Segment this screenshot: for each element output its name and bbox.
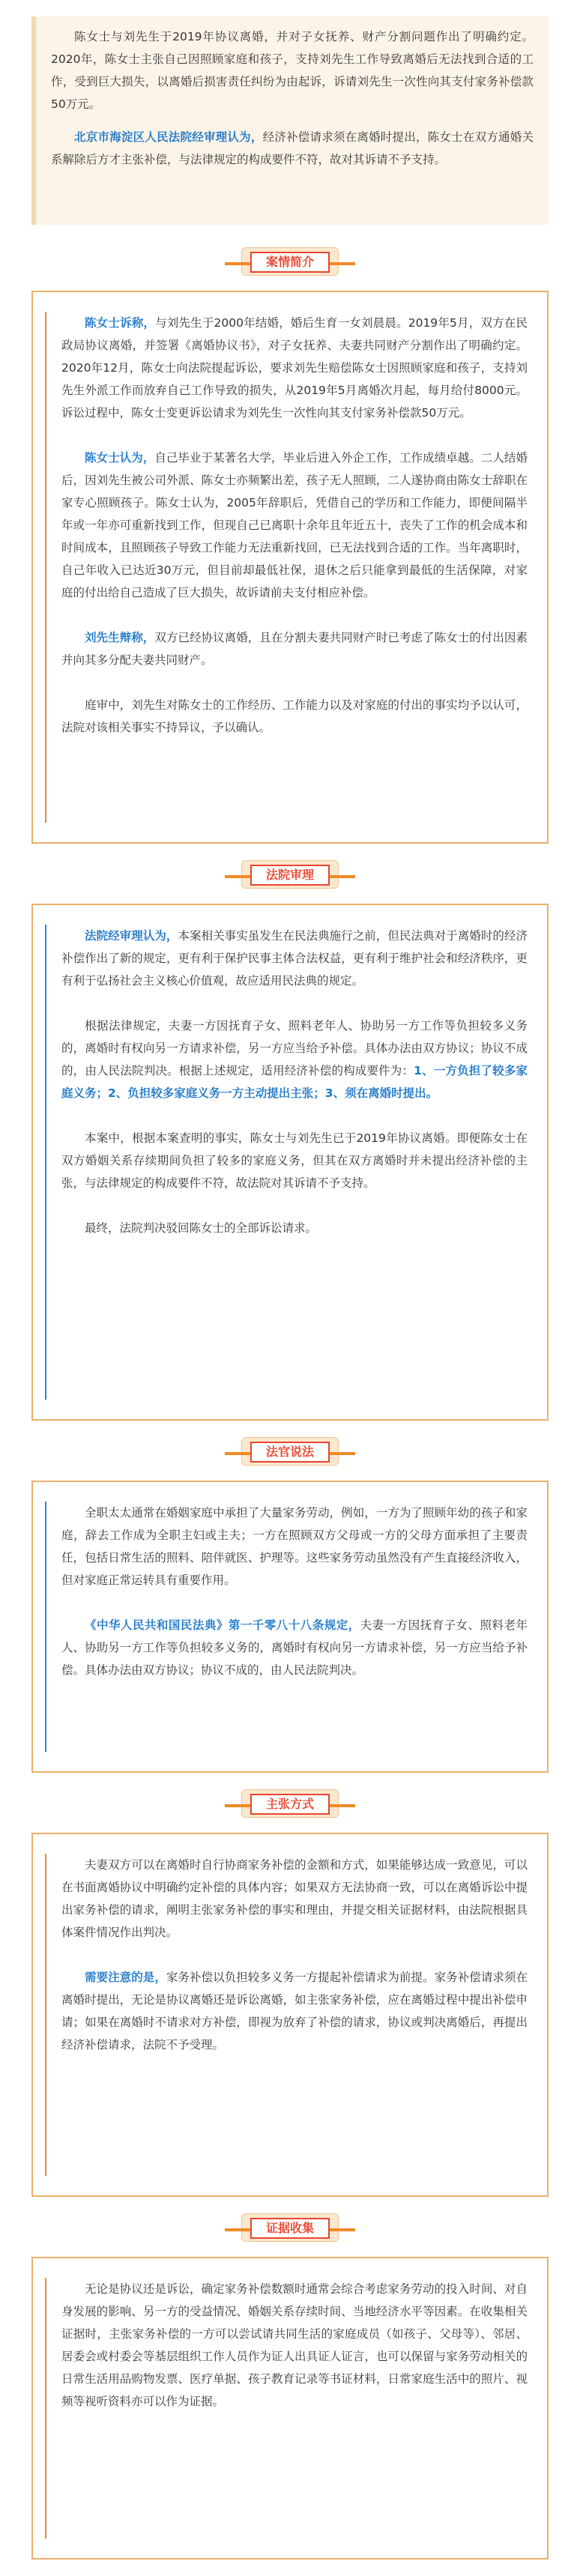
section-header-law bbox=[225, 1437, 355, 1469]
summary-ruling bbox=[51, 126, 534, 171]
evidence-section bbox=[31, 2257, 549, 2560]
section-title: 法官说法 bbox=[250, 1442, 330, 1463]
legal-requirements: 根据法律规定，夫妻一方因抚育子女、照料老年人、协助另一方工作等负担较多义务的，离婚时有权向另一方请求补偿，另一方应当给予补偿。具体办法由双方协议；协议不成的，由人民法院判决。根据上述规定，适用经济补偿的构成要件为：1、一方负担了较多家庭义务；2、负担较多家庭义务一方主动提出主张；3、须在离婚时提出。 bbox=[61, 1019, 528, 1100]
requirements-list: 1、一方负担了较多家庭义务；2、负担较多家庭义务一方主动提出主张；3、须在离婚时提出。 bbox=[61, 1064, 528, 1100]
law-article-lead: 《中华人民共和国民法典》第一千零八十八条规定， bbox=[85, 1618, 360, 1632]
court-application: 本案中，根据本案查明的事实，陈女士与刘先生已于2019年协议离婚。即便陈女士在双方婚姻关系存续期间负担了较多的家庭义务，但其在双方离婚时并未提出经济补偿的主张，与法律规定的构成要件不符，故法院对其诉请不予支持。 bbox=[61, 1131, 528, 1190]
section-header-court bbox=[225, 860, 355, 892]
summary-paragraph: 陈女士与刘先生于2019年协议离婚，并对子女抚养、财产分割问题作出了明确约定。2020年，陈女士主张自己因照顾家庭和孩子，支持刘先生工作导致离婚后无法找到合适的工作，受到巨大损失，以离婚后损害责任纠纷为由起诉，诉请刘先生一次性向其支付家务补偿款50万元。 bbox=[51, 30, 534, 111]
section-title: 案情简介 bbox=[250, 252, 330, 273]
section-header-claim bbox=[225, 1789, 355, 1821]
law-article: 《中华人民共和国民法典》第一千零八十八条规定，夫妻一方因抚育子女、照料老年人、协助另一方工作等负担较多义务的，离婚时有权向另一方请求补偿，另一方应当给予补偿。具体办法由双方协议；协议不成的，由人民法院判决。 bbox=[61, 1618, 528, 1677]
law-section bbox=[31, 1481, 549, 1773]
case-summary bbox=[31, 16, 549, 225]
plaintiff-claim: 陈女士诉称，与刘先生于2000年结婚，婚后生育一女刘晨晨。2019年5月，双方在民政局协议离婚，并签署《离婚协议书》，对子女抚养、夫妻共同财产分割作出了明确约定。2020年12月，陈女士向法院提起诉讼，要求刘先生赔偿陈女士因照顾家庭和孩子，支持刘先生外派工作而放弃自己工作导致的损失，从2019年5月离婚次月起，每月给付8000元。诉讼过程中，陈女士变更诉讼请求为刘先生一次性向其支付家务补偿款50万元。 bbox=[61, 316, 528, 420]
court-opinion: 法院经审理认为，本案相关事实虽发生在民法典施行之前，但民法典对于离婚时的经济补偿作出了新的规定，更有利于保护民事主体合法权益，更有利于维护社会和经济秩序，更有利于弘扬社会主义核心价值观，故应适用民法典的规定。 bbox=[61, 929, 528, 988]
claim-paragraph: 夫妻双方可以在离婚时自行协商家务补偿的金额和方式，如果能够达成一致意见，可以在书面离婚协议中明确约定补偿的具体内容；如果双方无法协商一致，可以在离婚诉讼中提出家务补偿的请求，阐明主张家务补偿的事实和理由，并提交相关证据材料，由法院根据具体案件情况作出判决。 bbox=[61, 1858, 528, 1939]
section-header-evidence bbox=[225, 2213, 355, 2245]
claim-note: 需要注意的是，家务补偿以负担较多义务一方提起补偿请求为前提。家务补偿请求须在离婚时提出，无论是协议离婚还是诉讼离婚，如主张家务补偿，应在离婚过程中提出补偿申请；如果在离婚时不请求对方补偿，即视为放弃了补偿的请求，协议或判决离婚后，再提出经济补偿请求，法院不予受理。 bbox=[61, 1971, 528, 2052]
section-title: 证据收集 bbox=[250, 2218, 330, 2239]
plaintiff-lead: 陈女士诉称， bbox=[85, 316, 156, 330]
defendant-defense: 刘先生辩称，双方已经协议离婚，且在分割夫妻共同财产时已考虑了陈女士的付出因素并向其多分配夫妻共同财产。 bbox=[61, 631, 528, 667]
claim-note-lead: 需要注意的是， bbox=[85, 1971, 166, 1984]
section-header-case bbox=[225, 247, 355, 279]
plaintiff-view: 陈女士认为，自己毕业于某著名大学，毕业后进入外企工作，工作成绩卓越。二人结婚后，因刘先生被公司外派、陈女士亦频繁出差，孩子无人照顾，二人遂协商由陈女士辞职在家专心照顾孩子。陈女士认为，2005年辞职后，凭借自己的学历和工作能力，即便间隔半年或一年亦可重新找到工作，但现自己已离职十余年且年近五十，丧失了工作的机会成本和时间成本，且照顾孩子导致工作能力无法重新找回，已无法找到合适的工作。当年离职时，自己年收入已达近30万元，但目前却最低社保，退休之后只能拿到最低的生活保障，对家庭的付出给自己造成了巨大损失，故诉请前夫支付相应补偿。 bbox=[61, 451, 528, 599]
ruling-text: 经济补偿请求须在离婚时提出，陈女士在双方通婚关系解除后方才主张补偿，与法律规定的构成要件不符，故对其诉请不予支持。 bbox=[51, 130, 534, 166]
ruling-lead: 北京市海淀区人民法院经审理认为， bbox=[74, 130, 263, 144]
plaintiff-view-lead: 陈女士认为， bbox=[85, 451, 155, 465]
trial-facts: 庭审中，刘先生对陈女士的工作经历、工作能力以及对家庭的付出的事实均予以认可，法院对该相关事实不持异议，予以确认。 bbox=[61, 698, 528, 734]
claim-section bbox=[31, 1833, 549, 2197]
evidence-paragraph: 无论是协议还是诉讼，确定家务补偿数额时通常会综合考虑家务劳动的投入时间、对自身发展的影响、另一方的受益情况、婚姻关系存续时间、当地经济水平等因素。在收集相关证据时，主张家务补偿的一方可以尝试请共同生活的家庭成员（如孩子、父母等）、邻居、居委会或村委会等基层组织工作人员作为证人出具证人证言，也可以保留与家务劳动相关的日常生活用品购物发票、医疗单据、孩子教育记录等书证材料，日常家庭生活中的照片、视频等视听资料亦可以作为证据。 bbox=[61, 2282, 528, 2408]
case-section bbox=[31, 291, 549, 844]
section-title: 主张方式 bbox=[250, 1794, 330, 1815]
section-title: 法院审理 bbox=[250, 865, 330, 886]
law-paragraph: 全职太太通常在婚姻家庭中承担了大量家务劳动，例如，一方为了照顾年幼的孩子和家庭，辞去工作成为全职主妇或主夫；一方在照顾双方父母或一方的父母方面承担了主要责任，包括日常生活的照料、陪伴就医、护理等。这些家务劳动虽然没有产生直接经济收入，但对家庭正常运转具有重要作用。 bbox=[61, 1506, 528, 1587]
defendant-lead: 刘先生辩称， bbox=[85, 631, 155, 644]
court-section bbox=[31, 904, 549, 1421]
court-judgment: 最终，法院判决驳回陈女士的全部诉讼请求。 bbox=[85, 1221, 318, 1235]
court-lead: 法院经审理认为， bbox=[85, 929, 178, 943]
